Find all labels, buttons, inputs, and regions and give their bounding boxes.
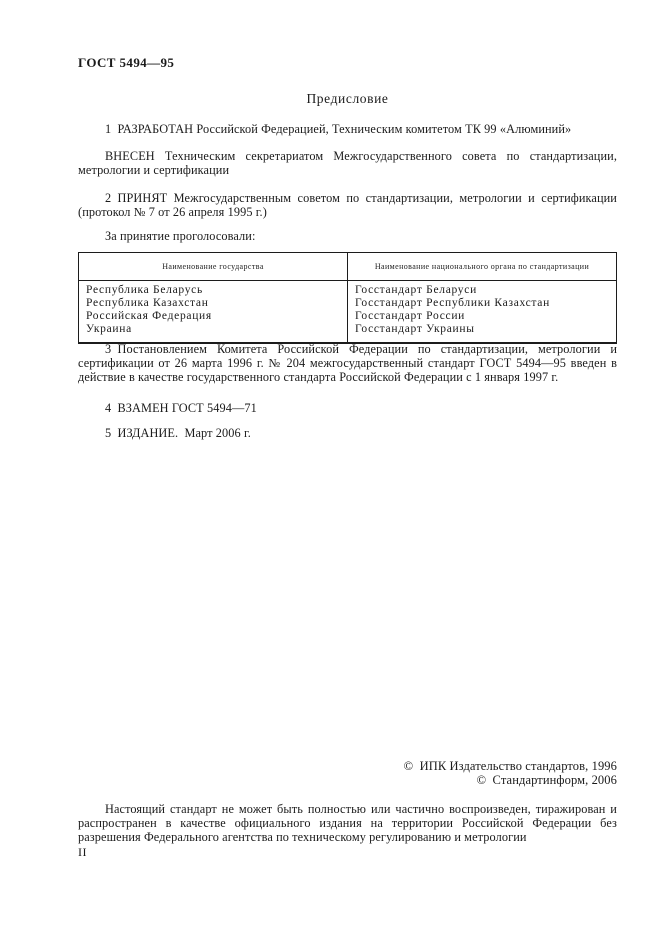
table-cell-line: Госстандарт Республики Казахстан bbox=[355, 297, 550, 309]
clause-replaces: 4 ВЗАМЕН ГОСТ 5494—71 bbox=[105, 401, 257, 415]
table-cell-line: Госстандарт России bbox=[355, 310, 466, 322]
standards-body-cell bbox=[348, 281, 617, 344]
reproduction-notice: Настоящий стандарт не может быть полностью или частично воспроизведен, тиражирован и распространен в качестве официального издания на территории Российской Федерации без разрешения Федерального агентства по техническому регулированию и метрологии bbox=[78, 802, 617, 844]
copyright-block bbox=[78, 759, 617, 787]
page-number: II bbox=[78, 845, 87, 859]
vote-table-header-row bbox=[79, 253, 617, 281]
vote-intro: За принятие проголосовали: bbox=[105, 229, 256, 243]
copyright-line-standartinform: © Стандартинформ, 2006 bbox=[476, 773, 617, 787]
vote-table bbox=[78, 252, 617, 344]
clause-adopted: 2 ПРИНЯТ Межгосударственным советом по стандартизации, метрологии и сертификации (протокол № 7 от 26 апреля 1995 г.) bbox=[78, 191, 617, 219]
clause-developed: 1 РАЗРАБОТАН Российской Федерацией, Техническим комитетом ТК 99 «Алюминий» bbox=[105, 122, 572, 136]
table-cell-line: Республика Казахстан bbox=[86, 297, 209, 309]
table-cell-line: Российская Федерация bbox=[86, 310, 212, 322]
vote-table-container bbox=[78, 252, 617, 344]
column-header-state: Наименование государства bbox=[79, 253, 348, 281]
vote-table-body-row bbox=[79, 281, 617, 344]
table-cell-line: Украина bbox=[86, 323, 132, 335]
state-names-cell bbox=[79, 281, 348, 344]
table-cell-line: Республика Беларусь bbox=[86, 284, 203, 296]
column-header-standards-body: Наименование национального органа по стандартизации bbox=[348, 253, 617, 281]
clause-submitted: ВНЕСЕН Техническим секретариатом Межгосударственного совета по стандартизации, метрологии и сертификации bbox=[78, 149, 617, 177]
table-cell-line: Госстандарт Украины bbox=[355, 323, 475, 335]
document-code: ГОСТ 5494—95 bbox=[78, 55, 175, 70]
table-cell-line: Госстандарт Беларуси bbox=[355, 284, 477, 296]
foreword-title: Предисловие bbox=[306, 91, 389, 106]
copyright-line-publisher: © ИПК Издательство стандартов, 1996 bbox=[403, 759, 617, 773]
clause-enacted: 3 Постановлением Комитета Российской Федерации по стандартизации, метрологии и сертификации от 26 марта 1996 г. № 204 межгосударственный стандарт ГОСТ 5494—95 введен в действие в качестве государственного стандарта Российской Федерации с 1 января 1997 г. bbox=[78, 342, 617, 384]
clause-edition: 5 ИЗДАНИЕ. Март 2006 г. bbox=[105, 426, 251, 440]
